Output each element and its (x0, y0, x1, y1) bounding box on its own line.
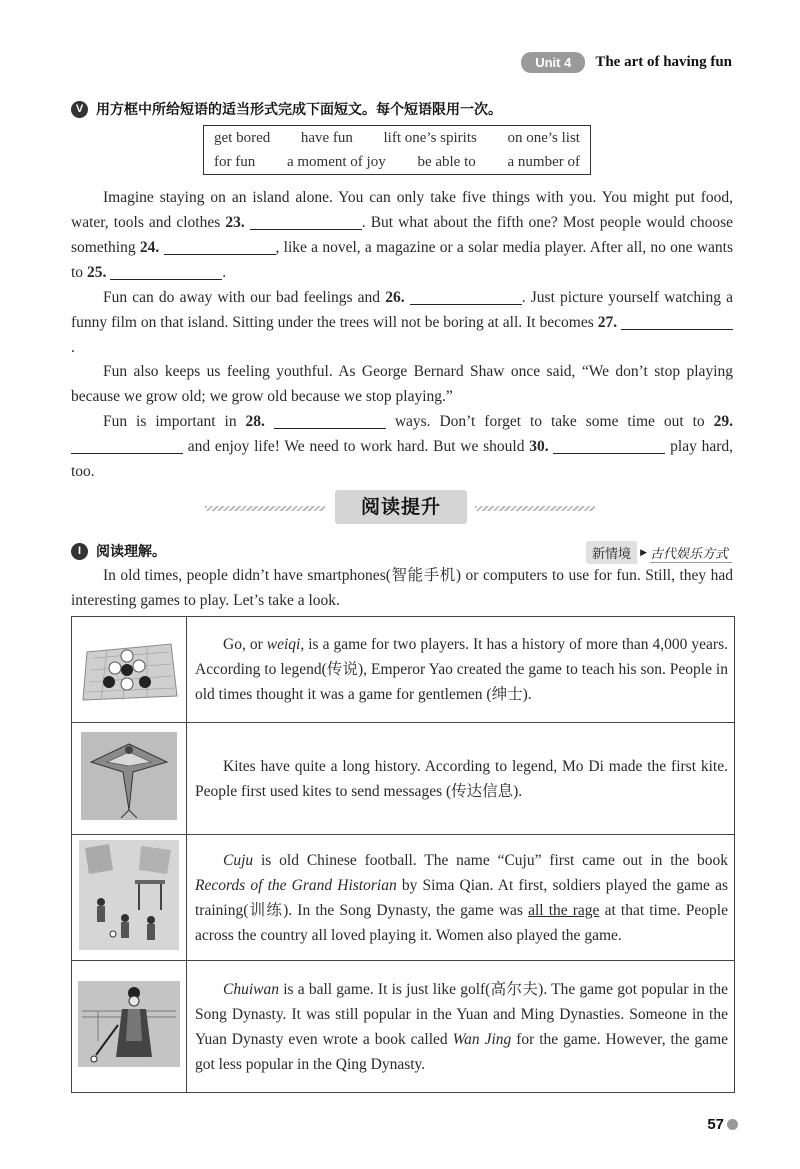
blank-number-26: 26. (385, 289, 405, 306)
blank-number-29: 29. (713, 413, 733, 430)
blank-24[interactable] (164, 237, 276, 255)
cuju-image (72, 835, 187, 961)
table-row (72, 617, 735, 723)
go-description: Go, or weiqi, is a game for two players. It has a history of more than 4,000 years. According to legend(传说), Emperor Yao created the game to teach his son. People in old times thought it was a game for gentlemen (绅士). (187, 617, 735, 723)
blank-30[interactable] (553, 436, 665, 454)
blank-number-23: 23. (225, 214, 245, 231)
table-row (72, 835, 735, 961)
reading-intro: In old times, people didn’t have smartphones(智能手机) or computers to use for fun. Still, they had interesting games to play. Let’s take a look. (71, 567, 733, 609)
phrase: be able to (417, 154, 476, 170)
blank-26[interactable] (410, 287, 522, 305)
phrase: get bored (214, 130, 271, 146)
banner-stripe-left (205, 506, 325, 511)
triangle-right-icon: ▶ (640, 547, 647, 558)
section-v-badge: V (71, 101, 88, 118)
banner-title: 阅读提升 (335, 490, 467, 524)
chuiwan-description: Chuiwan is a ball game. It is just like golf(高尔夫). The game got popular in the Song Dynasty. It was still popular in the Yuan and Ming Dynasties. Someone in the Yuan Dynasty even wrote a book called Wan Jing for the game. However, the game got less popular in the Qing Dynasty. (187, 961, 735, 1093)
phrase: a number of (507, 154, 580, 170)
phrase: a moment of joy (286, 154, 386, 170)
section-i-badge: I (71, 543, 88, 560)
passage-paragraph-3: Fun also keeps us feeling youthful. As George Bernard Shaw once said, “We don’t stop playing because we grow old; we grow old because we stop playing.” (71, 363, 733, 405)
reading-banner (205, 490, 595, 526)
blank-number-27: 27. (597, 314, 618, 331)
phrase: on one’s list (507, 130, 580, 146)
phrase: lift one’s spirits (383, 130, 477, 146)
phrase: for fun (214, 154, 256, 170)
table-row (72, 723, 735, 835)
cuju-description: Cuju is old Chinese football. The name “Cuju” first came out in the book Records of the Grand Historian by Sima Qian. At first, soldiers played the game as training(训练). In the Song Dynasty, the game was all the rage at that time. People across the country all loved playing it. Women also played the game. (187, 835, 735, 961)
passage-paragraph-2: Fun can do away with our bad feelings and 26. . Just picture yourself watching a funny film on that island. Sitting under the trees will not be boring at all. It becomes 27. . (71, 289, 734, 356)
blank-number-30: 30. (529, 438, 549, 455)
blank-number-28: 28. (245, 413, 265, 430)
blank-29[interactable] (71, 436, 183, 454)
chuiwan-image (72, 961, 187, 1093)
blank-27[interactable] (621, 312, 733, 330)
blank-28[interactable] (274, 411, 386, 429)
games-table (71, 616, 735, 1093)
table-row (72, 961, 735, 1093)
passage-paragraph-4: Fun is important in 28. ways. Don’t forget to take some time out to 29. and enjoy life! We need to work hard. But we should 30. play hard, too. (71, 413, 734, 480)
page-header (521, 52, 732, 73)
kite-image (72, 723, 187, 835)
blank-25[interactable] (110, 262, 222, 280)
phrase-box (203, 125, 591, 175)
passage-paragraph-1: Imagine staying on an island alone. You can only take five things with you. You might put food, water, tools and clothes 23. . But what about the fifth one? Most people would choose something 24. , like a novel, a magazine or a solar media player. After all, no one wants to 25. . (71, 189, 734, 281)
unit-title: The art of having fun (595, 54, 732, 70)
underlined-phrase: all the rage (528, 901, 600, 919)
flower-icon (727, 1119, 738, 1130)
banner-stripe-right (475, 506, 595, 511)
blank-number-25: 25. (86, 264, 107, 281)
section-v-heading (71, 99, 502, 119)
section-v-instruction: 用方框中所给短语的适当形式完成下面短文。每个短语限用一次。 (96, 102, 502, 118)
context-tag-topic: 古代娱乐方式 (650, 543, 732, 563)
phrase-row-1 (204, 126, 590, 150)
kite-description: Kites have quite a long history. According to legend, Mo Di made the first kite. People first used kites to send messages (传达信息). (187, 723, 735, 835)
page-number: 57 (707, 1116, 738, 1133)
section-i-heading (71, 541, 166, 561)
go-board-image (72, 617, 187, 723)
phrase-row-2 (204, 150, 590, 174)
context-tag-label: 新情境 (586, 541, 637, 564)
phrase: have fun (300, 130, 353, 146)
unit-badge: Unit 4 (521, 52, 585, 73)
context-tag (586, 541, 732, 564)
blank-23[interactable] (250, 212, 362, 230)
blank-number-24: 24. (139, 239, 160, 256)
section-i-title: 阅读理解。 (96, 544, 166, 560)
